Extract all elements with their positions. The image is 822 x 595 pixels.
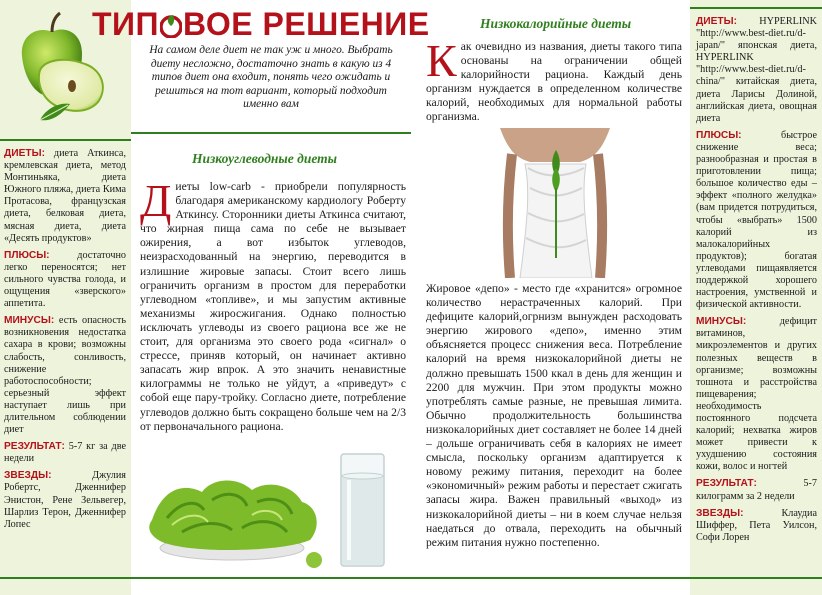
- water-glass-illustration: [335, 450, 390, 570]
- right-stars: [696, 508, 817, 544]
- right-stars-text: Клаудиа Шиффер, Пета Уилсон, Софи Лорен: [696, 507, 817, 543]
- right-stars-label: ЗВЕЗДЫ:: [696, 507, 744, 519]
- page-title: [92, 6, 430, 43]
- left-sidebar: [4, 148, 126, 536]
- left-minuses: [4, 315, 126, 436]
- low-cal-article-top: [426, 35, 682, 125]
- left-diets: [4, 148, 126, 245]
- right-minuses: [696, 316, 817, 473]
- right-minuses-label: МИНУСЫ:: [696, 316, 747, 328]
- right-result: [696, 478, 817, 502]
- left-result: [4, 441, 126, 465]
- right-diets-text: HYPERLINK "http://www.best-diet.ru/d-japan/" японская диета, HYPERLINK "http://www.best-diet.ru/d-china/" китайская диета, диета Ларисы Долиной, английская диета, овощная диета: [696, 16, 817, 124]
- left-pluses-text: достаточно легко переносятся; нет сильного чувства голода, и ощущения «зверского» аппетита.: [4, 249, 126, 310]
- right-sidebar: [696, 16, 817, 549]
- right-pluses: [696, 130, 817, 311]
- left-pluses: [4, 250, 126, 310]
- left-minuses-text: есть опасность возникновения недостатка сахара в крови; возможны слабость, сонливость, снижение работоспособности; серьезный эффект наступает лишь при длительном соблюдении диет: [4, 315, 126, 436]
- left-result-label: РЕЗУЛЬТАТ:: [4, 441, 65, 453]
- title-part-1: ТИП: [92, 6, 160, 42]
- left-pluses-label: ПЛЮСЫ:: [4, 249, 50, 261]
- right-rule-top: [690, 7, 822, 9]
- right-result-label: РЕЗУЛЬТАТ:: [696, 478, 757, 490]
- left-stars: [4, 470, 126, 530]
- low-carb-article: [140, 175, 406, 434]
- left-diets-text: диета Аткинса, кремлевская диета, метод Монтиньяка, диета Южного пляжа, диета Кима Протасова, французская диета, белковая диета, мясная диета, диета «Десять продуктов»: [4, 148, 126, 244]
- right-result-text: 5-7 килограмм за 2 недели: [696, 478, 817, 502]
- left-diets-label: ДИЕТЫ:: [4, 148, 45, 159]
- title-leaf-icon: [160, 9, 182, 33]
- low-cal-title: Низкокалорийные диеты: [480, 16, 632, 31]
- low-carb-drop-cap: Д: [140, 175, 172, 226]
- right-minuses-text: дефицит витаминов, микроэлементов и других полезных веществ в организме; возможны тошнота и расстройства пищеварения; необходимость постоянного подсчета калорий; нехватка жиров может привести к ухудшению состояния кожи, волос и ногтей: [696, 316, 817, 473]
- header-rule: [131, 132, 411, 134]
- left-result-text: 5-7 кг за две недели: [4, 441, 126, 465]
- low-cal-article-bottom: Жировое «депо» - место где «хранится» огромное количество нерастраченных калорий. При дефиците калорий,огрнизм вынужден расходовать энергию жирового «депо», именно этим объясняется процесс снижения веса. Потребление калорий на время низкокалорийной диеты не должно превышать 1500 ккал в день для женщин и 2200 для мужчин. При этом продукты можно употреблять самые разные, не превышая лимита. Обычно продолжительность большинства низкокалорийных диет составляет не более 14 дней – дольше ограничивать себя в калориях не имеет смысла, поскольку организм адаптируется к новому режиму питания, переходит на более «экономичный» режим работы и перестает сжигать запасы жира. Важен правильный «выход» из низкокалорийной диеты – ни в коем случае нельзя наедаться до отвала, переходить на обычный режим питания нужно постепенно.: [426, 282, 682, 549]
- right-diets: [696, 16, 817, 125]
- low-cal-text: ак очевидно из названия, диеты такого типа основаны на ограничении общей калорийности рациона. Каждый день организм нуждается в определенном количестве калорий, необходимых для нормальной работы организма.: [426, 40, 682, 124]
- right-pluses-label: ПЛЮСЫ:: [696, 129, 742, 141]
- right-pluses-text: быстрое снижение веса; разнообразная и простая в приготовлении пища; большое количество еды – эффект «полного желудка» (вам придется потрудиться, чтобы «выбрать» 1500 калорий из малокалорийных продуктов); богатая углеводами пищаявляется поддержкой хорошего настроения, умственной и физической активности.: [696, 129, 817, 311]
- left-minuses-label: МИНУСЫ:: [4, 315, 55, 327]
- title-part-2: ВОЕ РЕШЕНИЕ: [183, 6, 430, 42]
- left-stars-text: Джулия Робертс, Дженнифер Энистон, Рене Зельвегер, Шарлиз Терон, Дженнифер Лопес: [4, 470, 126, 530]
- low-carb-title: Низкоуглеводные диеты: [192, 151, 338, 166]
- left-stars-label: ЗВЕЗДЫ:: [4, 470, 52, 482]
- low-carb-text: иеты low-carb - приобрели популярность благодаря американскому кардиологу Роберту Аткинсу. Сторонники диеты Аткинса считают, что жирная пища сама по себе не вызывает ожирения, а вот избыток углеводов, неизрасходованный на энергию, переводится в излишние жировые запасы. Стоит всего лишь ограничить организм в простом для переработки углеводном «топливе», и мы запустим активные механизмы жиросжигания. Однако полностью исключать углеводы из своего рациона все же не стоит, для организма это своего рода «сигнал» о стрессе, приняв который, он начинает активно запасать жир впрок. А это значить ненавистные килограммы не только не уйдут, а «приведут» с собой еще пару-тройку. Согласно диете, потребление углеводов должно быть сокращено больше чем на 2/3 от первоначального рациона.: [140, 180, 406, 433]
- left-rule-top: [0, 139, 131, 141]
- intro-text: На самом деле диет не так уж и много. Выбрать диету несложно, достаточно знать в какую из 4 типов диет она входит, понять чего ожидать и решиться на тот вариант, который подходит именно вам: [149, 44, 393, 111]
- woman-dress-illustration: [470, 128, 640, 278]
- low-cal-drop-cap: К: [426, 35, 457, 86]
- lettuce-illustration: [142, 470, 337, 570]
- right-diets-label: ДИЕТЫ:: [696, 16, 737, 27]
- bottom-rule: [0, 577, 822, 579]
